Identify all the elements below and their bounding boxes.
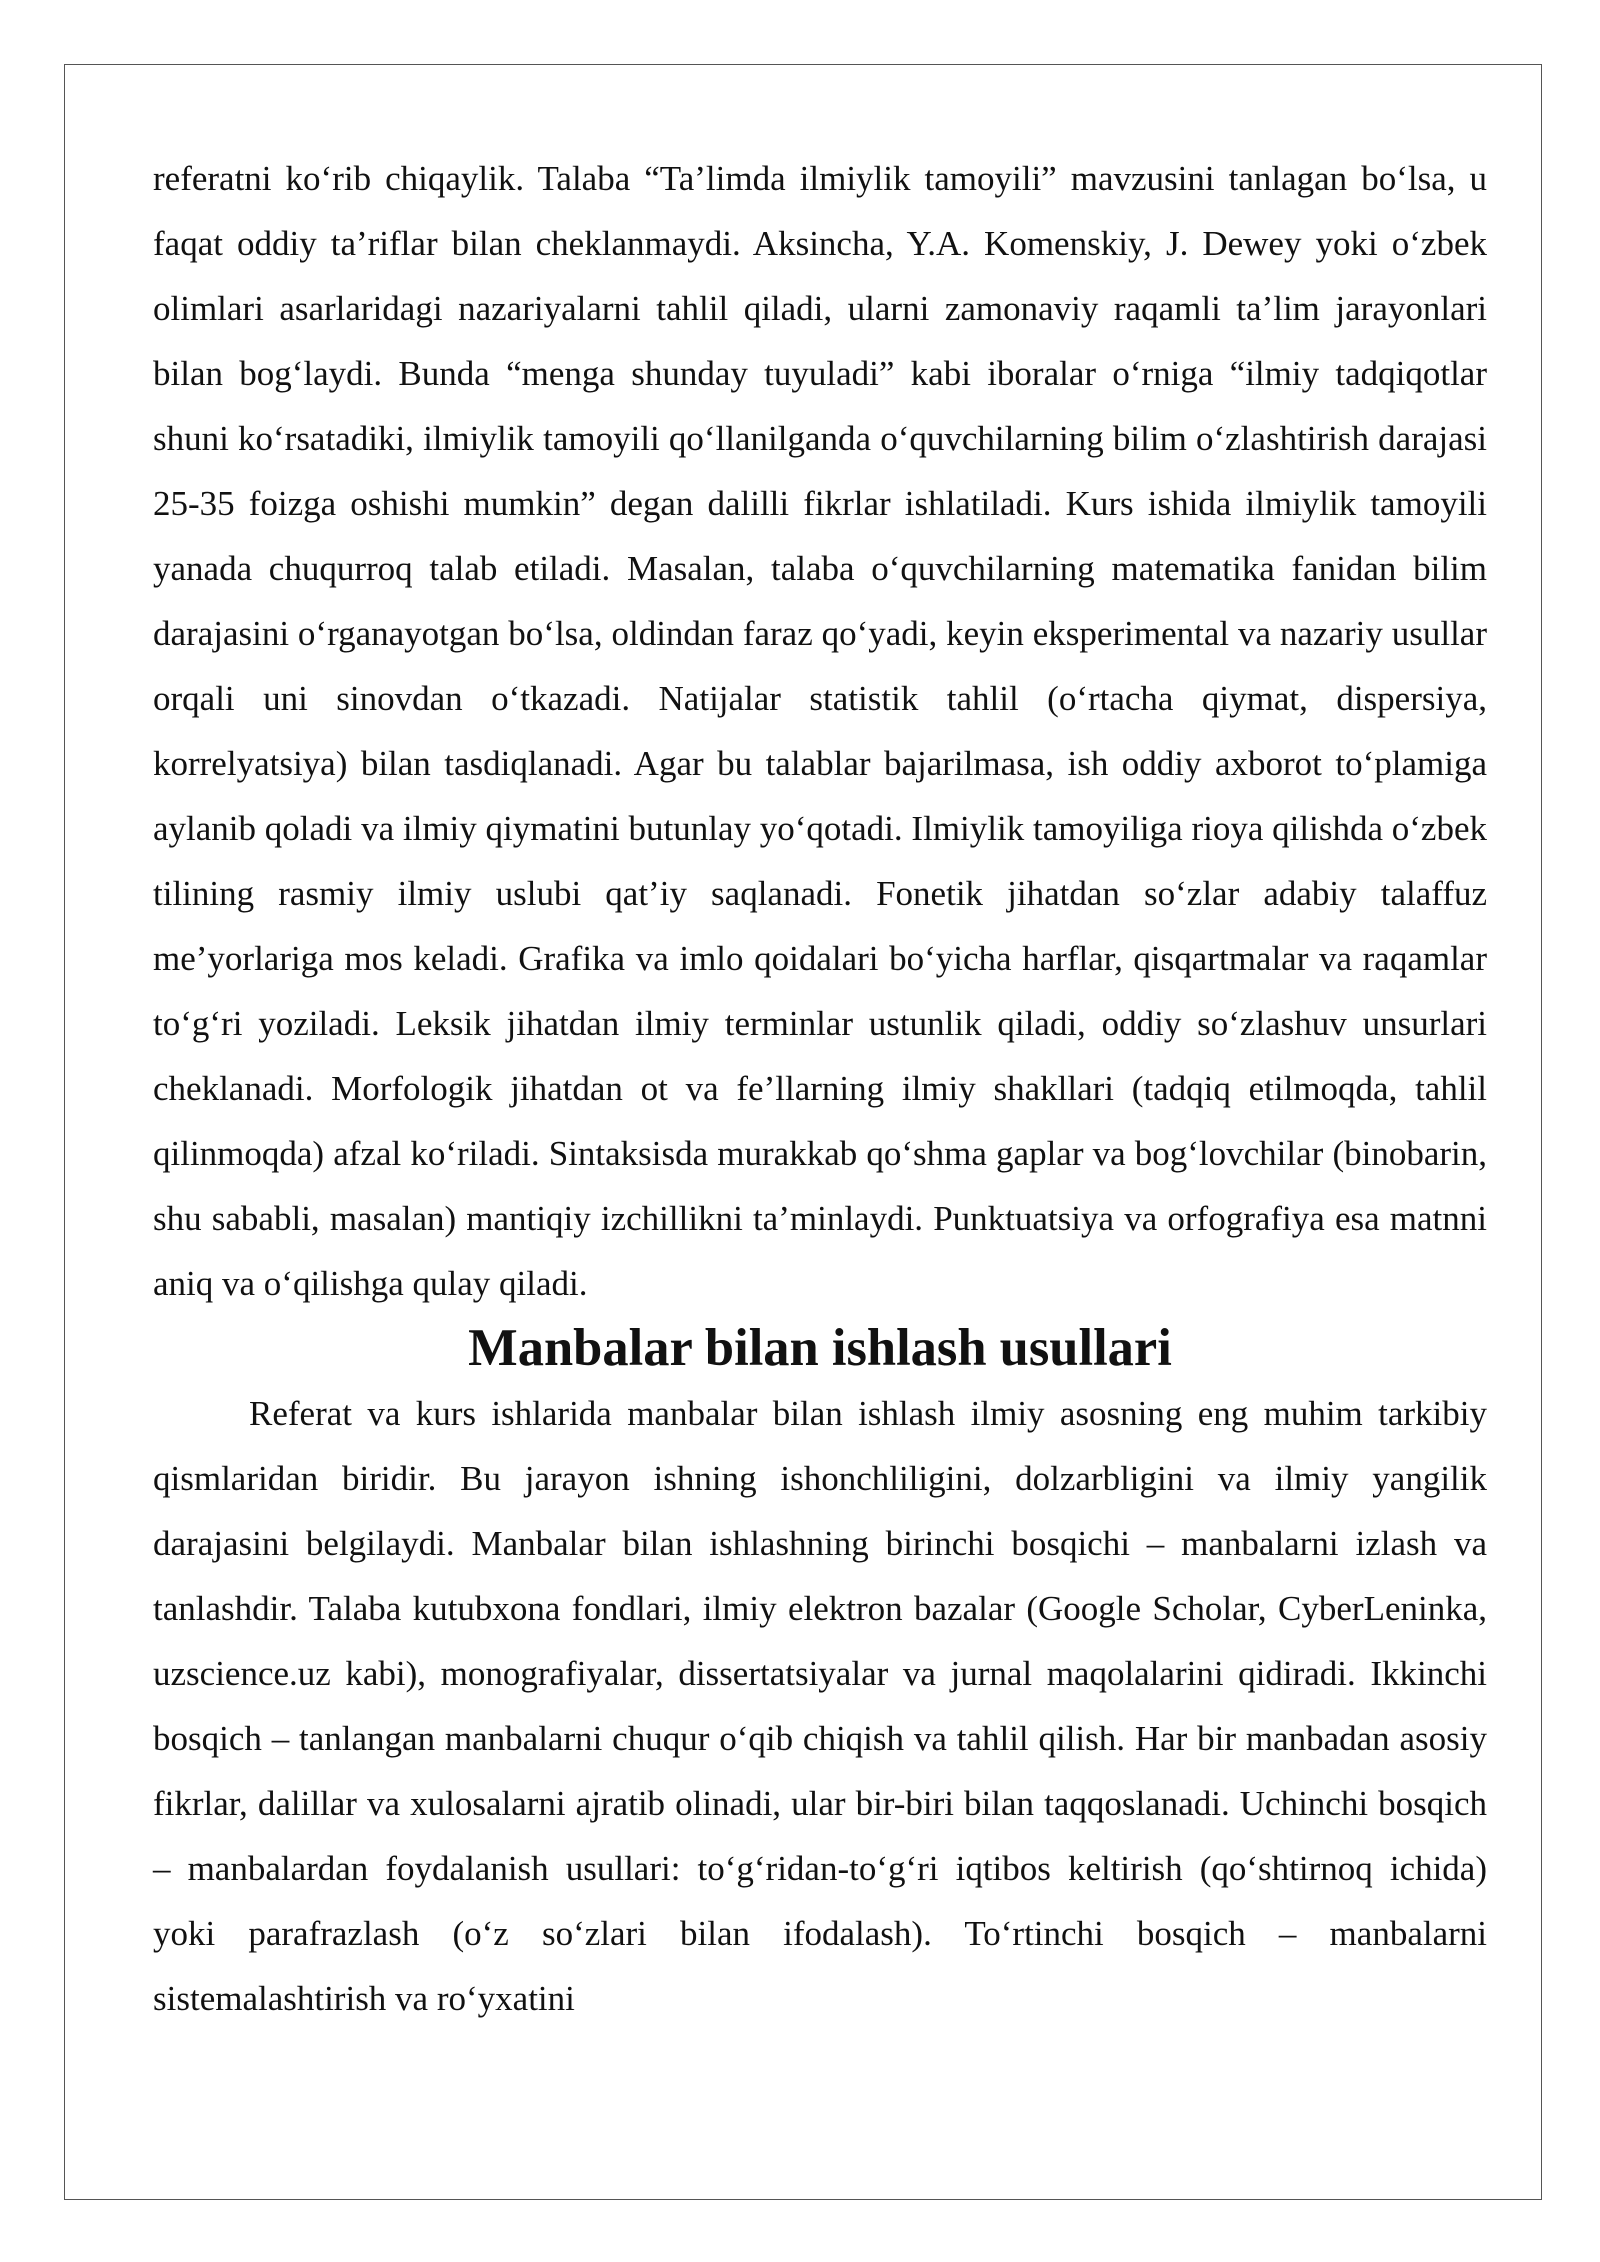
section-heading: Manbalar bilan ishlash usullari [468,1319,1172,1377]
document-body [153,146,1487,2031]
paragraph-ilmiylik: referatni ko‘rib chiqaylik. Talaba “Ta’limda ilmiylik tamoyili” mavzusini tanlagan bo‘lsa, u faqat oddiy ta’riflar bilan cheklanmaydi. Aksincha, Y.A. Komenskiy, J. Dewey yoki o‘zbek olimlari asarlaridagi nazariyalarni tahlil qiladi, ularni zamonaviy raqamli ta’lim jarayonlari bilan bog‘laydi. Bunda “menga shunday tuyuladi” kabi iboralar o‘rniga “ilmiy tadqiqotlar shuni ko‘rsatadiki, ilmiylik tamoyili qo‘llanilganda o‘quvchilarning bilim o‘zlashtirish darajasi 25-35 foizga oshishi mumkin” degan dalilli fikrlar ishlatiladi. Kurs ishida ilmiylik tamoyili yanada chuqurroq talab etiladi. Masalan, talaba o‘quvchilarning matematika fanidan bilim darajasini o‘rganayotgan bo‘lsa, oldindan faraz qo‘yadi, keyin eksperimental va nazariy usullar orqali uni sinovdan o‘tkazadi. Natijalar statistik tahlil (o‘rtacha qiymat, dispersiya, korrelyatsiya) bilan tasdiqlanadi. Agar bu talablar bajarilmasa, ish oddiy axborot to‘plamiga aylanib qoladi va ilmiy qiymatini butunlay yo‘qotadi. Ilmiylik tamoyiliga rioya qilishda o‘zbek tilining rasmiy ilmiy uslubi qat’iy saqlanadi. Fonetik jihatdan so‘zlar adabiy talaffuz me’yorlariga mos keladi. Grafika va imlo qoidalari bo‘yicha harflar, qisqartmalar va raqamlar to‘g‘ri yoziladi. Leksik jihatdan ilmiy terminlar ustunlik qiladi, oddiy so‘zlashuv unsurlari cheklanadi. Morfologik jihatdan ot va fe’llarning ilmiy shakllari (tadqiq etilmoqda, tahlil qilinmoqda) afzal ko‘riladi. Sintaksisda murakkab qo‘shma gaplar va bog‘lovchilar (binobarin, shu sababli, masalan) mantiqiy izchillikni ta’minlaydi. Punktuatsiya va orfografiya esa matnni aniq va o‘qilishga qulay qiladi. [153,159,1487,1303]
paragraph-manbalar: Referat va kurs ishlarida manbalar bilan ishlash ilmiy asosning eng muhim tarkibiy qismlaridan biridir. Bu jarayon ishning ishonchliligini, dolzarbligini va ilmiy yangilik darajasini belgilaydi. Manbalar bilan ishlashning birinchi bosqichi – manbalarni izlash va tanlashdir. Talaba kutubxona fondlari, ilmiy elektron bazalar (Google Scholar, CyberLeninka, uzscience.uz kabi), monografiyalar, dissertatsiyalar va jurnal maqolalarini qidiradi. Ikkinchi bosqich – tanlangan manbalarni chuqur o‘qib chiqish va tahlil qilish. Har bir manbadan asosiy fikrlar, dalillar va xulosalarni ajratib olinadi, ular bir-biri bilan taqqoslanadi. Uchinchi bosqich – manbalardan foydalanish usullari: to‘g‘ridan-to‘g‘ri iqtibos keltirish (qo‘shtirnoq ichida) yoki parafrazlash (o‘z so‘zlari bilan ifodalash). To‘rtinchi bosqich – manbalarni sistemalashtirish va ro‘yxatini [153,1394,1487,2018]
